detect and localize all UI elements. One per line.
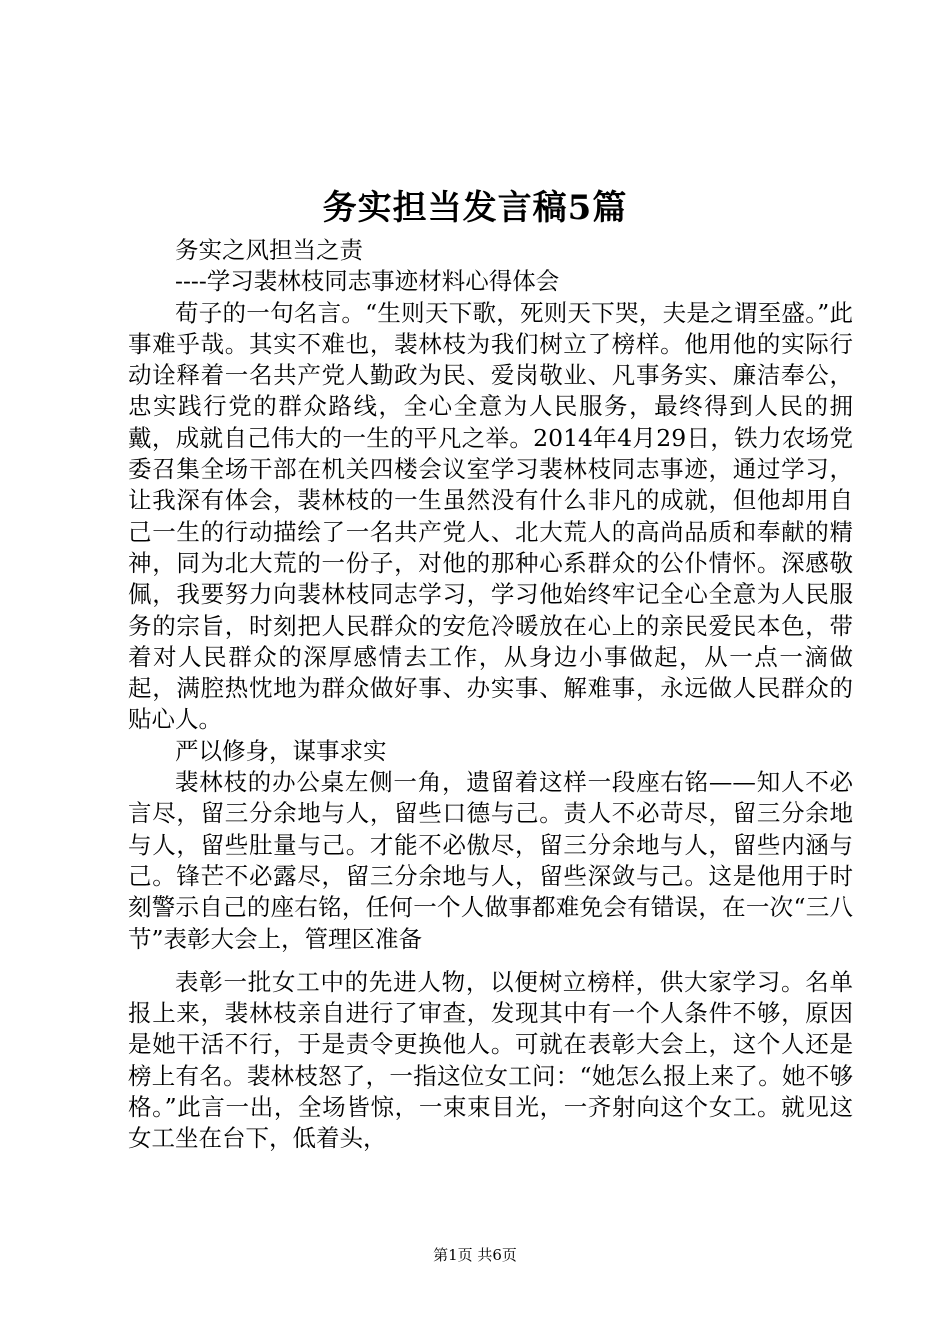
subtitle-line: ----学习裴林枝同志事迹材料心得体会 [175, 267, 560, 296]
section-heading: 严以修身，谋事求实 [175, 736, 387, 765]
body-paragraph: 荀子的一句名言。“生则天下歌，死则天下哭，夫是之谓至盛。”此事难乎哉。其实不难也，裴林枝为我们树立了榜样。他用他的实际行动诠释着一名共产党人勤政为民、爱岗敬业、凡事务实、廉洁奉公，忠实践行党的群众路线，全心全意为人民服务，最终得到人民的拥戴，成就自己伟大的一生的平凡之举。2014年4月29日，铁力农场党委召集全场干部在机关四楼会议室学习裴林枝同志事迹，通过学习，让我深有体会，裴林枝的一生虽然没有什么非凡的成就，但他却用自己一生的行动描绘了一名共产党人、北大荒人的高尚品质和奉献的精神，同为北大荒的一份子，对他的那种心系群众的公仆情怀。深感敬佩，我要努力向裴林枝同志学习，学习他始终牢记全心全意为人民服务的宗旨，时刻把人民群众的安危冷暖放在心上的亲民爱民本色，带着对人民群众的深厚感情去工作，从身边小事做起，从一点一滴做起，满腔热忱地为群众做好事、办实事、解难事，永远做人民群众的贴心人。 [128, 298, 853, 734]
document-title: 务实担当发言稿5篇 [322, 188, 628, 228]
page-footer: 第1页 共6页 [433, 1246, 517, 1264]
document-body [128, 235, 853, 1155]
section-heading: 务实之风担当之责 [175, 236, 363, 264]
body-paragraph: 表彰一批女工中的先进人物，以便树立榜样，供大家学习。名单报上来，裴林枝亲自进行了审查，发现其中有一个人条件不够，原因是她干活不行，于是责令更换他人。可就在表彰大会上，这个人还是榜上有名。裴林枝怒了，一指这位女工问：“她怎么报上来了。她不够格。”此言一出，全场皆惊，一束束目光，一齐射向这个女工。就见这女工坐在台下，低着头， [128, 967, 853, 1153]
body-paragraph: 裴林枝的办公桌左侧一角，遗留着这样一段座右铭——知人不必言尽，留三分余地与人，留些口德与己。责人不必苛尽，留三分余地与人，留些肚量与己。才能不必傲尽，留三分余地与人，留些内涵与己。锋芒不必露尽，留三分余地与人，留些深敛与己。这是他用于时刻警示自己的座右铭，任何一个人做事都难免会有错误，在一次“三八节”表彰大会上，管理区准备 [128, 768, 853, 953]
